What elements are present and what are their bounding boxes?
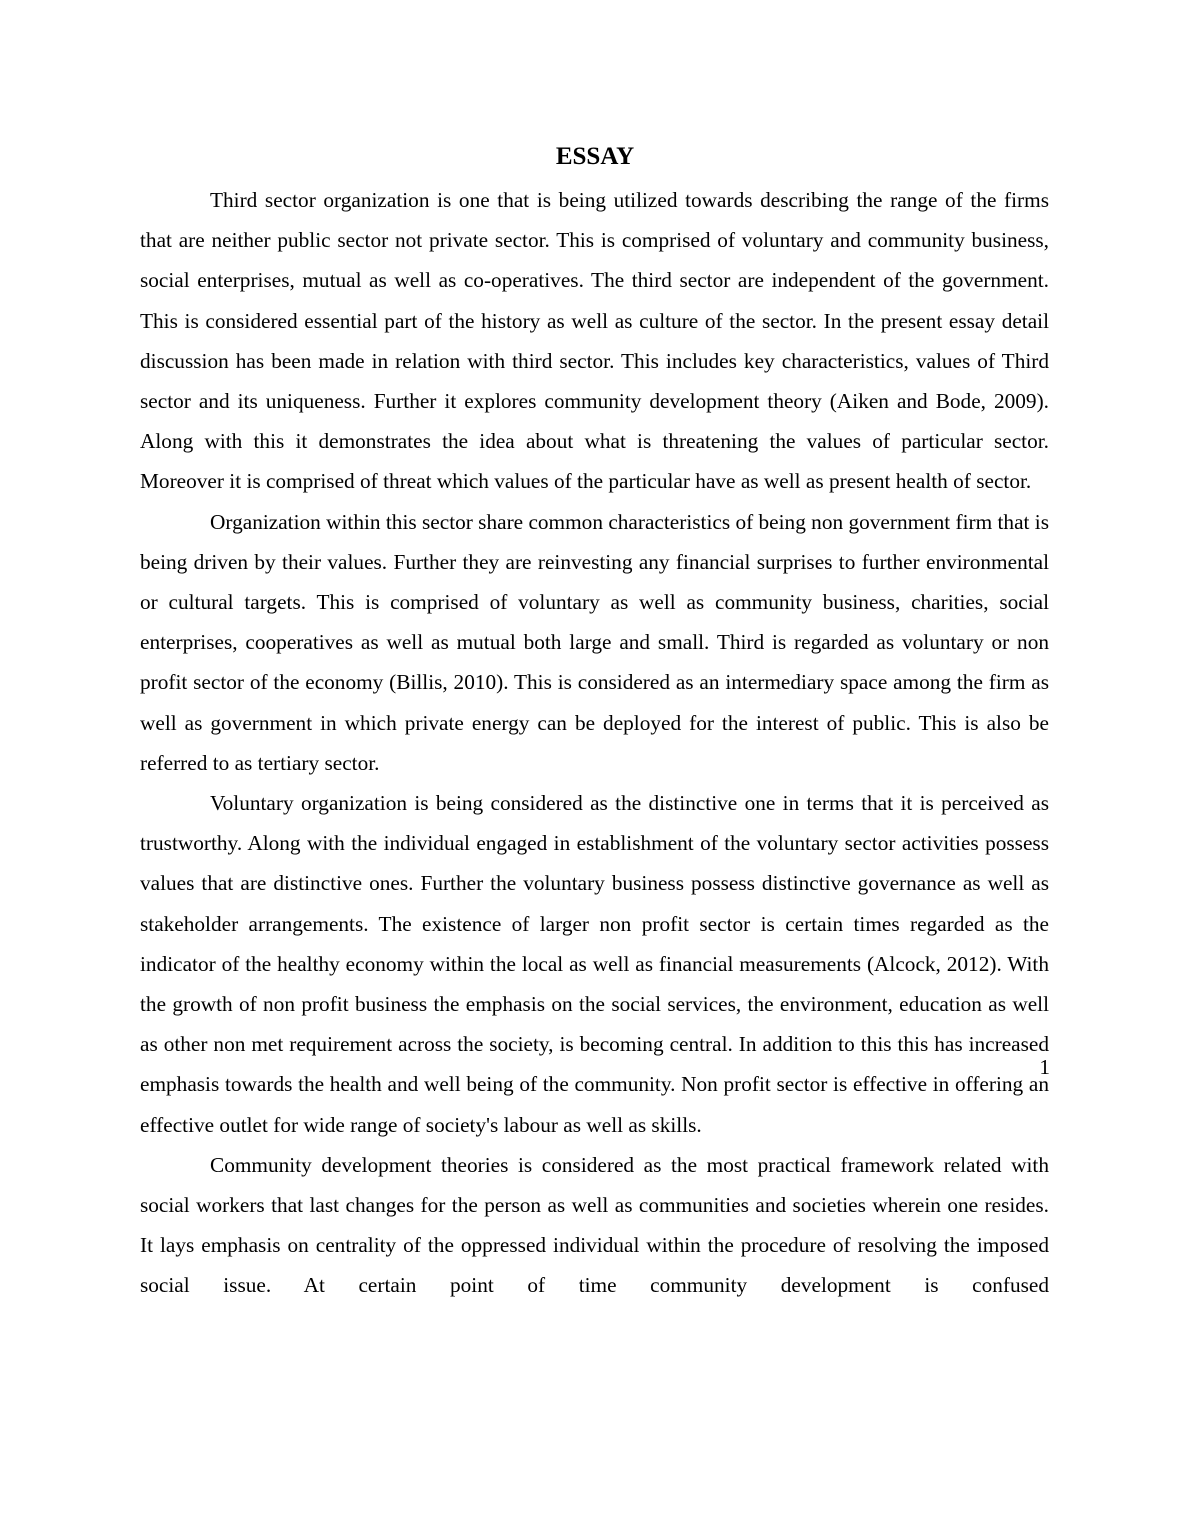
paragraph-4: Community development theories is considered as the most practical framework related with social workers that last changes for the person as well as communities and societies wherein one resides. It lays emphasis on centrality of the oppressed individual within the procedure of resolving the imposed social issue. At certain point of time community development is confused	[140, 1152, 1049, 1298]
essay-body	[140, 180, 1049, 1306]
essay-title: ESSAY	[555, 143, 635, 170]
page-number: 1	[1039, 1055, 1050, 1079]
paragraph-1: Third sector organization is one that is being utilized towards describing the range of the firms that are neither public sector not private sector. This is comprised of voluntary and community business, social enterprises, mutual as well as co-operatives. The third sector are independent of the government. This is considered essential part of the history as well as culture of the sector. In the present essay detail discussion has been made in relation with third sector. This includes key characteristics, values of Third sector and its uniqueness. Further it explores community development theory (Aiken and Bode, 2009). Along with this it demonstrates the idea about what is threatening the values of particular sector. Moreover it is comprised of threat which values of the particular have as well as present health of sector.	[140, 188, 1049, 494]
paragraph-3: Voluntary organization is being considered as the distinctive one in terms that it is perceived as trustworthy. Along with the individual engaged in establishment of the voluntary sector activities possess values that are distinctive ones. Further the voluntary business possess distinctive governance as well as stakeholder arrangements. The existence of larger non profit sector is certain times regarded as the indicator of the healthy economy within the local as well as financial measurements (Alcock, 2012). With the growth of non profit business the emphasis on the social services, the environment, education as well as other non met requirement across the society, is becoming central. In addition to this this has increased emphasis towards the health and well being of the community. Non profit sector is effective in offering an effective outlet for wide range of society's labour as well as skills.	[140, 791, 1049, 1137]
paragraph-2: Organization within this sector share common characteristics of being non government firm that is being driven by their values. Further they are reinvesting any financial surprises to further environmental or cultural targets. This is comprised of voluntary as well as community business, charities, social enterprises, cooperatives as well as mutual both large and small. Third is regarded as voluntary or non profit sector of the economy (Billis, 2010). This is considered as an intermediary space among the firm as well as government in which private energy can be deployed for the interest of public. This is also be referred to as tertiary sector.	[140, 509, 1049, 775]
